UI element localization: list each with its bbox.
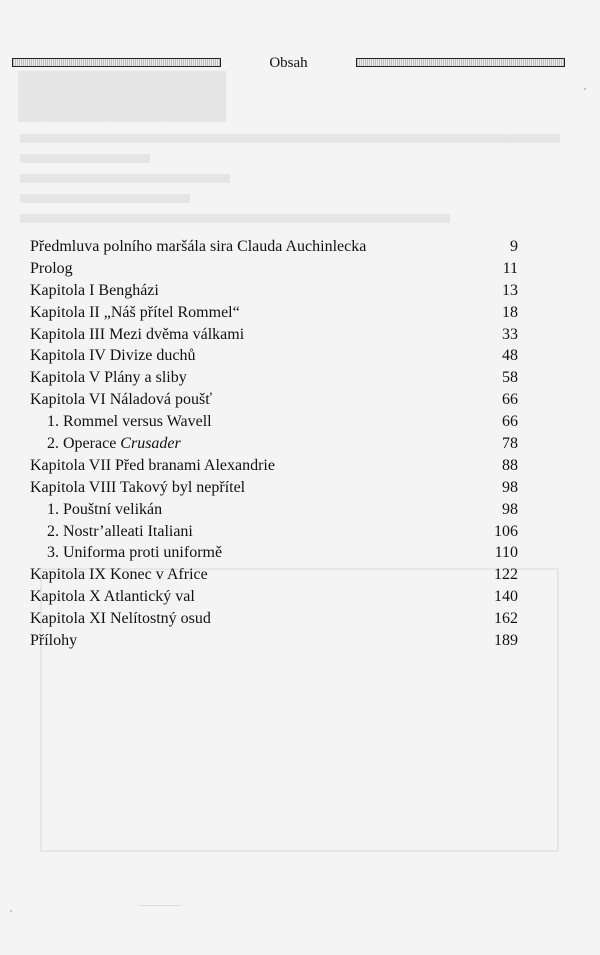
toc-entry — [30, 608, 518, 630]
toc-entry — [30, 630, 518, 652]
toc-entry-page: 18 — [502, 303, 518, 321]
toc-entry-page: 110 — [494, 544, 518, 562]
toc-entry-page: 66 — [502, 413, 518, 431]
toc-entry-title: Kapitola II „Náš přítel Rommel“ — [30, 303, 240, 321]
toc-entry-title: Předmluva polního maršála sira Clauda Auchinlecka — [30, 238, 367, 255]
page-header — [12, 54, 565, 74]
toc-entry — [30, 280, 518, 302]
toc-entry-title: 1. Rommel versus Wavell — [47, 413, 212, 431]
toc-entry — [30, 455, 518, 477]
toc-subentry — [30, 433, 518, 455]
table-of-contents — [30, 236, 518, 652]
show-through-line — [20, 154, 150, 163]
toc-subentry — [30, 521, 518, 543]
toc-subentry — [30, 542, 518, 564]
toc-entry-title: Kapitola I Bengházi — [30, 281, 159, 299]
paper-speck — [140, 905, 180, 906]
toc-entry-title-emphasis: Crusader — [120, 435, 181, 453]
toc-entry-page: 98 — [502, 478, 518, 496]
show-through-heading: ███████ — [18, 73, 227, 119]
toc-entry-title-prefix: 2. Operace — [47, 435, 121, 453]
toc-entry-title: Kapitola IV Divize duchů — [30, 347, 196, 365]
toc-entry-page: 33 — [502, 325, 518, 343]
show-through-line — [20, 174, 230, 183]
toc-entry-page: 48 — [502, 347, 518, 365]
toc-entry-page: 58 — [502, 369, 518, 387]
toc-entry — [30, 236, 518, 258]
toc-entry-title: Kapitola VII Před branami Alexandrie — [30, 456, 275, 474]
toc-entry-page: 78 — [502, 435, 518, 453]
toc-entry-page: 66 — [502, 391, 518, 409]
toc-entry-title: Kapitola VIII Takový byl nepřítel — [30, 478, 246, 496]
toc-entry-page: 189 — [494, 632, 518, 650]
toc-entry-page: 122 — [494, 566, 518, 584]
paper-speck — [584, 88, 586, 90]
toc-entry-title: 1. Pouštní velikán — [47, 500, 163, 518]
toc-entry — [30, 302, 518, 324]
toc-entry-title — [30, 434, 181, 454]
toc-entry-title: Kapitola IX Konec v Africe — [30, 566, 208, 584]
toc-entry-page: 140 — [494, 588, 518, 606]
toc-entry-page: 98 — [502, 500, 518, 518]
toc-entry — [30, 477, 518, 499]
show-through-line — [20, 134, 560, 143]
toc-entry-title: 3. Uniforma proti uniformě — [47, 544, 223, 562]
page-title: Obsah — [269, 55, 308, 71]
header-rule-right — [356, 58, 565, 67]
toc-entry — [30, 389, 518, 411]
toc-entry — [30, 324, 518, 346]
toc-entry-page: 9 — [510, 238, 518, 255]
toc-entry-title: Kapitola X Atlantický val — [30, 588, 195, 606]
toc-entry-title: 2. Nostr’alleati Italiani — [47, 522, 193, 540]
toc-entry-title: Přílohy — [30, 632, 78, 650]
toc-entry-page: 88 — [502, 456, 518, 474]
toc-entry-title: Prolog — [30, 259, 73, 277]
toc-entry — [30, 258, 518, 280]
toc-subentry — [30, 411, 518, 433]
toc-entry — [30, 367, 518, 389]
toc-entry — [30, 345, 518, 367]
toc-entry — [30, 586, 518, 608]
show-through-line — [20, 194, 190, 203]
toc-entry-page: 11 — [502, 259, 518, 277]
toc-entry-title: Kapitola XI Nelítostný osud — [30, 610, 211, 628]
toc-entry-title: Kapitola III Mezi dvěma válkami — [30, 325, 245, 343]
toc-subentry — [30, 499, 518, 521]
show-through-line — [20, 214, 450, 223]
paper-speck — [10, 910, 12, 912]
toc-entry-page: 106 — [494, 522, 518, 540]
toc-entry-title: Kapitola V Plány a sliby — [30, 369, 187, 387]
header-rule-left — [12, 58, 221, 67]
toc-entry-page: 162 — [494, 610, 518, 628]
toc-entry — [30, 564, 518, 586]
toc-entry-title: Kapitola VI Náladová poušť — [30, 391, 213, 409]
toc-entry-page: 13 — [502, 281, 518, 299]
